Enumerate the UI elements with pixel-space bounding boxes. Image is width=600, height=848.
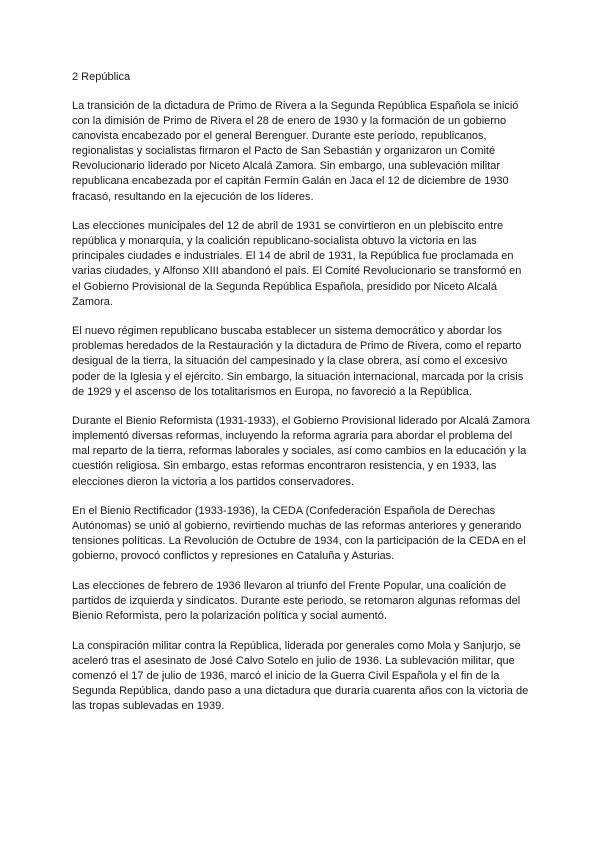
- paragraph-new-regime: El nuevo régimen republicano buscaba establecer un sistema democrático y abordar los problemas heredados de la Restauración y la dictadura de Primo de Rivera, como el reparto desigual de la tierra, la situación del campesinado y la clase obrera, así como el excesivo poder de la Iglesia y el ejército. Sin embargo, la situación internacional, marcada por la crisis de 1929 y el ascenso de los totalitarismos en Europa, no favoreció a la República.: [72, 325, 524, 398]
- document-title: 2 República: [72, 71, 131, 83]
- paragraph-bienio-reformista: Durante el Bienio Reformista (1931-1933), el Gobierno Provisional liderado por Alcalá Zamora implementó diversas reformas, incluyendo la reforma agraria para abordar el problema del mal reparto de la tierra, reformas laborales y sociales, así como cambios en la educación y la cuestión religiosa. Sin embargo, estas reformas encontraron resistencia, y en 1933, las elecciones dieron la victoria a los partidos conservadores.: [72, 415, 530, 488]
- paragraph-transition: La transición de la dictadura de Primo de Rivera a la Segunda República Española se inició con la dimisión de Primo de Rivera el 28 de enero de 1930 y la formación de un gobierno canovista encabezado por el general Berenguer. Durante este período, republicanos, regionalistas y socialistas firmaron el Pacto de San Sebastián y organizaron un Comité Revolucionario liderado por Niceto Alcalá Zamora. Sin embargo, una sublevación militar republicana encabezada por el capitán Fermín Galán en Jaca el 12 de diciembre de 1930 fracasó, resultando en la ejecución de los líderes.: [72, 100, 519, 203]
- document-body: [72, 70, 530, 729]
- paragraph-bienio-rectificador: En el Bienio Rectificador (1933-1936), la CEDA (Confederación Española de Derechas Autónomas) se unió al gobierno, revirtiendo muchas de las reformas anteriores y generando tensiones políticas. La Revolución de Octubre de 1934, con la participación de la CEDA en el gobierno, provocó conflictos y represiones en Cataluña y Asturias.: [72, 505, 526, 563]
- paragraph-elections-1931: Las elecciones municipales del 12 de abril de 1931 se convirtieron en un plebiscito entre república y monarquía, y la coalición republicano-socialista obtuvo la victoria en las principales ciudades e industriales. El 14 de abril de 1931, la República fue proclamada en varias ciudades, y Alfonso XIII abandonó el país. El Comité Revolucionario se transformó en el Gobierno Provisional de la Segunda República Española, presidido por Niceto Alcalá Zamora.: [72, 220, 522, 308]
- paragraph-elections-1936: Las elecciones de febrero de 1936 llevaron al triunfo del Frente Popular, una coalición de partidos de izquierda y sindicatos. Durante este periodo, se retomaron algunas reformas del Bienio Reformista, pero la polarización política y social aumentó.: [72, 580, 521, 623]
- paragraph-military-conspiracy: La conspiración militar contra la República, liderada por generales como Mola y Sanjurjo, se aceleró tras el asesinato de José Calvo Sotelo en julio de 1936. La sublevación militar, que comenzó el 17 de julio de 1936, marcó el inicio de la Guerra Civil Española y el fin de la Segunda República, dando paso a una dictadura que duraría cuarenta años con la victoria de las tropas sublevadas en 1939.: [72, 639, 529, 713]
